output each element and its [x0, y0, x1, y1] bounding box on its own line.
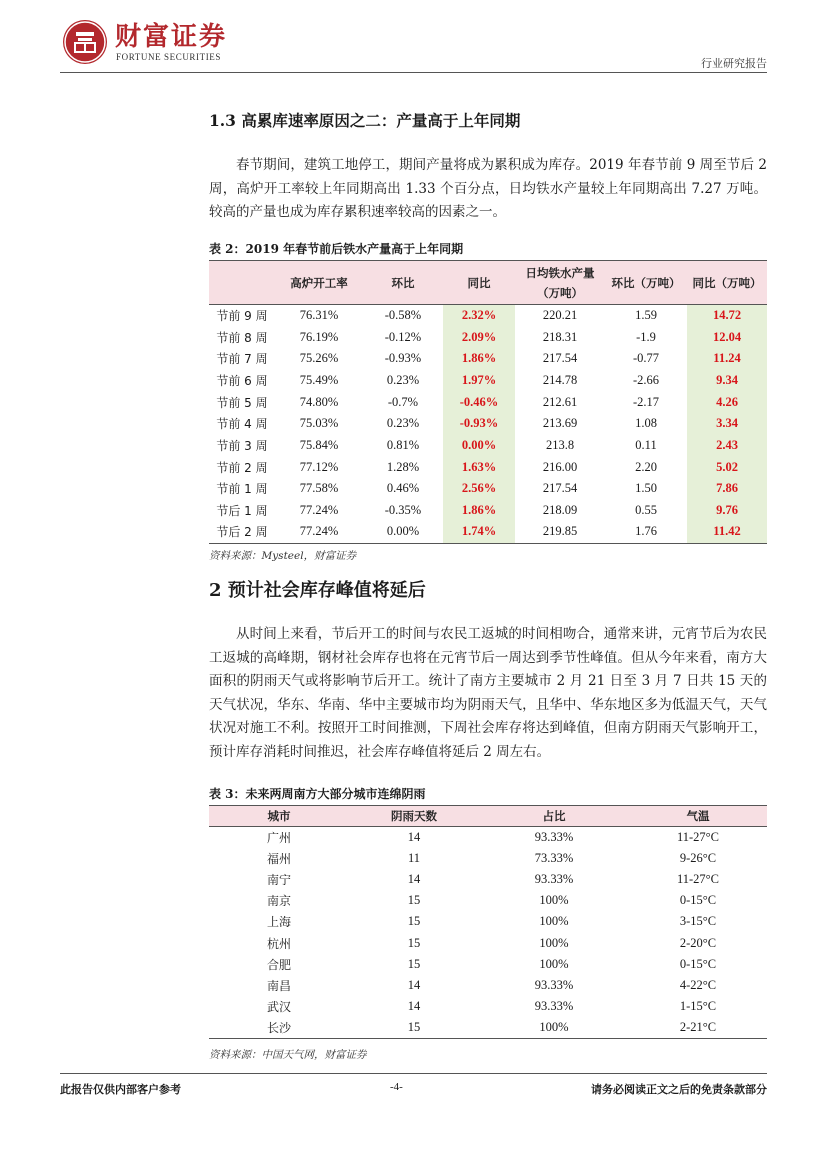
table-row [209, 932, 767, 953]
table-cell: 0-15°C [679, 893, 717, 908]
table-row [209, 521, 767, 543]
table-cell: 11-27°C [676, 871, 720, 886]
table-2-header: 日均铁水产量（万吨） [525, 265, 595, 300]
table-cell: 214.78 [542, 372, 578, 387]
table-cell: 93.33% [534, 977, 574, 992]
logo-mark [63, 20, 107, 64]
table-cell: 14 [407, 999, 421, 1014]
table-cell: 75.84% [299, 437, 339, 452]
footer-disclaimer-left: 此报告仅供内部客户参考 [60, 1083, 181, 1096]
table-cell: 77.24% [299, 503, 339, 518]
row-label: 节前 7 周 [216, 352, 268, 367]
table-row [209, 890, 767, 911]
table-cell: 74.80% [299, 394, 339, 409]
table-cell: 1.86% [443, 500, 515, 522]
table-cell: 11 [407, 850, 421, 865]
section-2-title: 2 预计社会库存峰值将延后 [209, 580, 426, 601]
table-3-header: 占比 [542, 809, 566, 823]
table-3-header: 阴雨天数 [391, 809, 437, 823]
table-2-caption: 表 2：2019 年春节前后铁水产量高于上年同期 [209, 242, 464, 256]
table-row [209, 478, 767, 500]
footer-disclaimer-right: 请务必阅读正文之后的免责条款部分 [591, 1083, 767, 1096]
table-row [209, 370, 767, 392]
table-cell: 1.59 [635, 308, 657, 323]
table-cell: 14 [407, 977, 421, 992]
table-cell: 14 [407, 871, 421, 886]
row-label: 节前 6 周 [216, 373, 268, 388]
table-3-caption: 表 3：未来两周南方大部分城市连绵阴雨 [209, 787, 426, 801]
logo-text-cn: 财富证券 [115, 22, 228, 52]
table-row [209, 1017, 767, 1038]
table-row [209, 500, 767, 522]
table-row [209, 954, 767, 975]
city-name: 广州 [266, 830, 291, 845]
table-cell: 100% [539, 956, 569, 971]
table-cell: 76.19% [299, 329, 339, 344]
table-row [209, 413, 767, 435]
table-cell: 2.20 [635, 459, 657, 474]
table-cell: 2.32% [443, 305, 515, 327]
table-cell: 1.97% [443, 370, 515, 392]
table-cell: -0.93% [443, 413, 515, 435]
table-cell: 4-22°C [679, 977, 717, 992]
table-cell: 15 [407, 935, 421, 950]
table-cell: 220.21 [542, 308, 578, 323]
table-cell: 218.09 [542, 503, 578, 518]
table-cell: 219.85 [542, 524, 578, 539]
table-cell: 1.50 [635, 481, 657, 496]
table-cell: 1.74% [443, 521, 515, 543]
table-cell: 0-15°C [679, 956, 717, 971]
table-3-header: 气温 [686, 809, 710, 823]
row-label: 节前 2 周 [216, 460, 268, 475]
table-cell: 77.58% [299, 481, 339, 496]
table-cell: 93.33% [534, 871, 574, 886]
city-name: 南京 [266, 894, 291, 909]
table-cell: 0.23% [386, 372, 420, 387]
table-cell: -2.17 [632, 394, 660, 409]
page-number: -4- [390, 1081, 403, 1093]
table-cell: 11-27°C [676, 829, 720, 844]
table-cell: 75.03% [299, 416, 339, 431]
table-2 [209, 260, 767, 544]
table-cell: 213.8 [545, 437, 575, 452]
table-cell: 77.24% [299, 524, 339, 539]
table-3 [209, 805, 767, 1039]
city-name: 福州 [266, 851, 291, 866]
table-cell: 100% [539, 1020, 569, 1035]
table-cell: 217.54 [542, 351, 578, 366]
table-cell: 3-15°C [679, 914, 717, 929]
table-2-header: 同比（万吨） [692, 275, 762, 290]
table-cell: -0.7% [387, 394, 419, 409]
table-row [209, 435, 767, 457]
table-cell: -0.93% [384, 351, 422, 366]
table-cell: 217.54 [542, 481, 578, 496]
table-row [209, 996, 767, 1017]
table-row [209, 911, 767, 932]
table-cell: 7.86 [687, 478, 767, 500]
table-2-header: 环比（万吨） [611, 275, 681, 290]
row-label: 节前 8 周 [216, 330, 268, 345]
table-2-header: 环比 [391, 275, 415, 290]
table-cell: -1.9 [636, 329, 656, 344]
table-cell: 212.61 [542, 394, 578, 409]
city-name: 上海 [266, 915, 291, 930]
table-cell: 100% [539, 893, 569, 908]
table-cell: 9.76 [687, 500, 767, 522]
section-1-3-title: 1.3 高累库速率原因之二：产量高于上年同期 [209, 111, 521, 130]
city-name: 南宁 [266, 872, 291, 887]
table-cell: 93.33% [534, 829, 574, 844]
table-cell: 2-20°C [679, 935, 717, 950]
table-cell: 1.28% [386, 459, 420, 474]
table-cell: 0.81% [386, 437, 420, 452]
table-row [209, 869, 767, 890]
table-cell: -0.58% [384, 308, 422, 323]
table-cell: 0.11 [635, 437, 657, 452]
table-cell: 14.72 [687, 305, 767, 327]
table-row [209, 456, 767, 478]
table-cell: 3.34 [687, 413, 767, 435]
table-cell: 0.23% [386, 416, 420, 431]
table-cell: 93.33% [534, 999, 574, 1014]
table-cell: -0.46% [443, 391, 515, 413]
table-row [209, 848, 767, 869]
table-row [209, 975, 767, 996]
footer-divider [60, 1073, 767, 1074]
header-divider [60, 72, 767, 73]
table-cell: -2.66 [632, 372, 660, 387]
table-2-header-row [209, 261, 767, 305]
row-label: 节前 9 周 [216, 309, 268, 324]
table-cell: 1.76 [635, 524, 657, 539]
table-cell: 15 [407, 893, 421, 908]
table-cell: 75.26% [299, 351, 339, 366]
table-cell: -0.12% [384, 329, 422, 344]
table-cell: 2.56% [443, 478, 515, 500]
table-cell: 1.86% [443, 348, 515, 370]
section-2-paragraph: 从时间上来看，节后开工的时间与农民工返城的时间相吻合，通常来讲，元宵节后为农民工返城的高峰期，钢材社会库存也将在元宵节后一周达到季节性峰值。但从今年来看，南方大面积的阴雨天气或将影响节后开工。统计了南方主要城市 2 月 21 日至 3 月 7 日共 15 天的天气状况，华东、华南、华中主要城市均为阴雨天气，且华中、华东地区多为低温天气，天气状况对施工不利。按照开工时间推测，下周社会库存将达到峰值，但南方阴雨天气影响开工，预计库存消耗时间推迟，社会库存峰值将延后 2 周左右。 [209, 626, 767, 760]
logo-emblem-icon [63, 20, 107, 64]
city-name: 长沙 [266, 1021, 291, 1036]
table-row [209, 326, 767, 348]
table-cell: 12.04 [687, 326, 767, 348]
table-cell: 11.42 [687, 521, 767, 543]
table-cell: 73.33% [534, 850, 574, 865]
table-cell: 15 [407, 956, 421, 971]
table-cell: 0.55 [635, 503, 657, 518]
table-cell: 75.49% [299, 372, 339, 387]
table-cell: 15 [407, 1020, 421, 1035]
table-cell: 15 [407, 914, 421, 929]
table-cell: 216.00 [542, 459, 578, 474]
table-cell: 2-21°C [679, 1020, 717, 1035]
table-cell: 4.26 [687, 391, 767, 413]
table-cell: 2.43 [687, 435, 767, 457]
report-type: 行业研究报告 [701, 57, 767, 70]
table-cell: 1.08 [635, 416, 657, 431]
table-cell: 218.31 [542, 329, 578, 344]
table-cell: 9-26°C [679, 850, 717, 865]
table-2-header [209, 261, 275, 305]
row-label: 节后 1 周 [216, 504, 268, 519]
table-cell: 213.69 [542, 416, 578, 431]
table-3-header: 城市 [267, 809, 291, 823]
table-cell: 77.12% [299, 459, 339, 474]
city-name: 杭州 [266, 936, 291, 951]
table-row [209, 348, 767, 370]
table-2-header: 高炉开工率 [290, 275, 348, 290]
table-cell: 0.00% [386, 524, 420, 539]
table-row [209, 391, 767, 413]
table-2-header: 同比 [467, 275, 491, 290]
table-cell: -0.35% [384, 503, 422, 518]
city-name: 南昌 [266, 978, 291, 993]
row-label: 节前 4 周 [216, 417, 268, 432]
row-label: 节后 2 周 [216, 525, 268, 540]
table-row [209, 305, 767, 327]
logo-text-en: FORTUNE SECURITIES [116, 52, 222, 62]
table-3-source: 资料来源：中国天气网，财富证券 [209, 1049, 367, 1061]
row-label: 节前 3 周 [216, 438, 268, 453]
row-label: 节前 5 周 [216, 395, 268, 410]
table-cell: 0.00% [443, 435, 515, 457]
section-1-3-paragraph: 春节期间，建筑工地停工，期间产量将成为累积成为库存。2019 年春节前 9 周至节后 2 周，高炉开工率较上年同期高出 1.33 个百分点，日均铁水产量较上年同期高出 7.27 万吨。较高的产量也成为库存累积速率较高的因素之一。 [209, 157, 767, 220]
table-cell: 11.24 [687, 348, 767, 370]
table-cell: 76.31% [299, 308, 339, 323]
table-cell: 5.02 [687, 456, 767, 478]
table-cell: 100% [539, 914, 569, 929]
table-cell: 1.63% [443, 456, 515, 478]
table-2-source: 资料来源：Mysteel，财富证券 [209, 550, 357, 562]
city-name: 武汉 [266, 1000, 291, 1015]
city-name: 合肥 [266, 957, 291, 972]
table-cell: 1-15°C [679, 999, 717, 1014]
table-cell: 100% [539, 935, 569, 950]
table-row [209, 827, 767, 848]
row-label: 节前 1 周 [216, 482, 268, 497]
table-3-header-row [209, 806, 767, 827]
table-cell: 2.09% [443, 326, 515, 348]
table-cell: 0.46% [386, 481, 420, 496]
table-cell: -0.77 [632, 351, 660, 366]
table-cell: 14 [407, 829, 421, 844]
table-cell: 9.34 [687, 370, 767, 392]
